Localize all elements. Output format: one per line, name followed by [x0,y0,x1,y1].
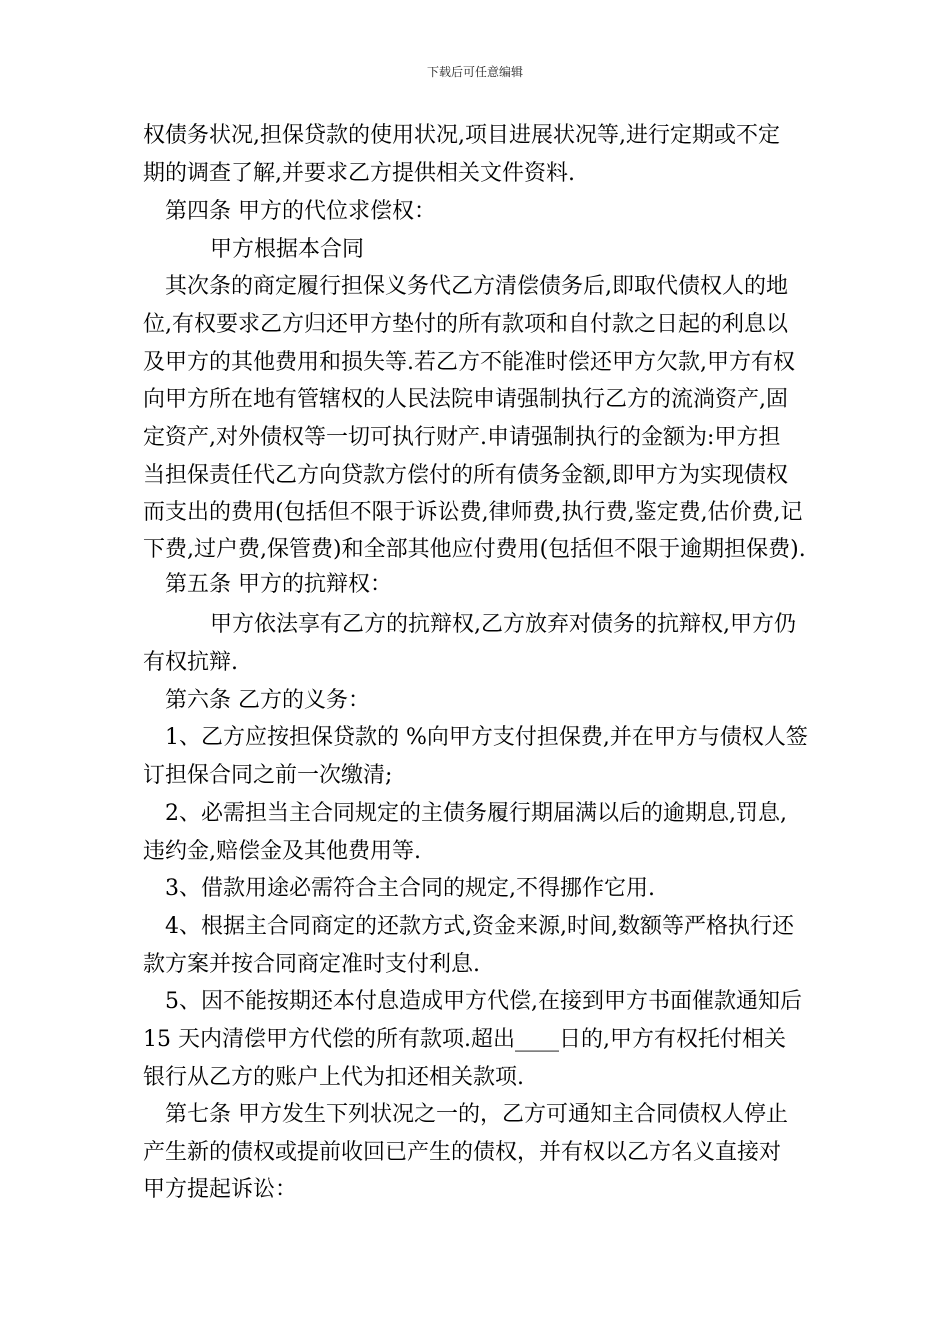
text-line: 4、根据主合同商定的还款方式,资金来源,时间,数额等严格执行还 [165,914,794,939]
text-line: 下费,过户费,保管费)和全部其他应付费用(包括但不限于逾期担保费). [143,537,806,562]
article-4-heading: 第四条 甲方的代位求偿权： [165,199,436,224]
text-line: 向甲方所在地有管辖权的人民法院申请强制执行乙方的流淌资产,固 [143,387,788,412]
text-line: 有权抗辩. [143,650,238,675]
text-line: 当担保责任代乙方向贷款方偿付的所有债务金额,即甲方为实现债权 [143,463,788,488]
text-line: 3、借款用途必需符合主合同的规定,不得挪作它用. [165,876,655,901]
text-line: 及甲方的其他费用和损失等.若乙方不能准时偿还甲方欠款,甲方有权 [143,350,795,375]
text-line: 违约金,赔偿金及其他费用等. [143,839,421,864]
text-line: 15 天内清偿甲方代偿的所有款项.超出____日的,甲方有权托付相关 [143,1027,786,1052]
text-line: 2、必需担当主合同规定的主债务履行期届满以后的逾期息,罚息, [165,801,787,826]
text-line: 产生新的债权或提前收回已产生的债权，并有权以乙方名义直接对 [143,1140,782,1165]
text-line: 而支出的费用(包括但不限于诉讼费,律师费,执行费,鉴定费,估价费,记 [143,500,803,525]
text-line: 甲方依法享有乙方的抗辩权,乙方放弃对债务的抗辩权,甲方仍 [210,612,796,637]
text-line: 订担保合同之前一次缴清; [143,763,393,788]
text-line: 定资产,对外债权等一切可执行财产.申请强制执行的金额为:甲方担 [143,425,781,450]
text-line: 银行从乙方的账户上代为扣还相关款项. [143,1065,524,1090]
text-line: 1、乙方应按担保贷款的 %向甲方支付担保费,并在甲方与债权人签 [165,725,808,750]
text-line: 权债务状况,担保贷款的使用状况,项目进展状况等,进行定期或不定 [143,123,780,148]
page-header-note: 下载后可任意编辑 [426,65,523,79]
article-5-heading: 第五条 甲方的抗辩权： [165,572,392,597]
article-6-heading: 第六条 乙方的义务： [165,688,370,713]
text-line: 其次条的商定履行担保义务代乙方清偿债务后,即取代债权人的地 [165,274,788,299]
text-line: 5、因不能按期还本付息造成甲方代偿,在接到甲方书面催款通知后 [165,989,802,1014]
text-line: 甲方提起诉讼： [143,1177,298,1202]
text-line: 位,有权要求乙方归还甲方垫付的所有款项和自付款之日起的利息以 [143,312,788,337]
text-line: 款方案并按合同商定准时支付利息. [143,952,480,977]
text-line: 期的调查了解,并要求乙方提供相关文件资料. [143,161,575,186]
text-line: 甲方根据本合同 [210,237,365,262]
article-7-heading: 第七条 甲方发生下列状况之一的，乙方可通知主合同债权人停止 [165,1102,788,1127]
